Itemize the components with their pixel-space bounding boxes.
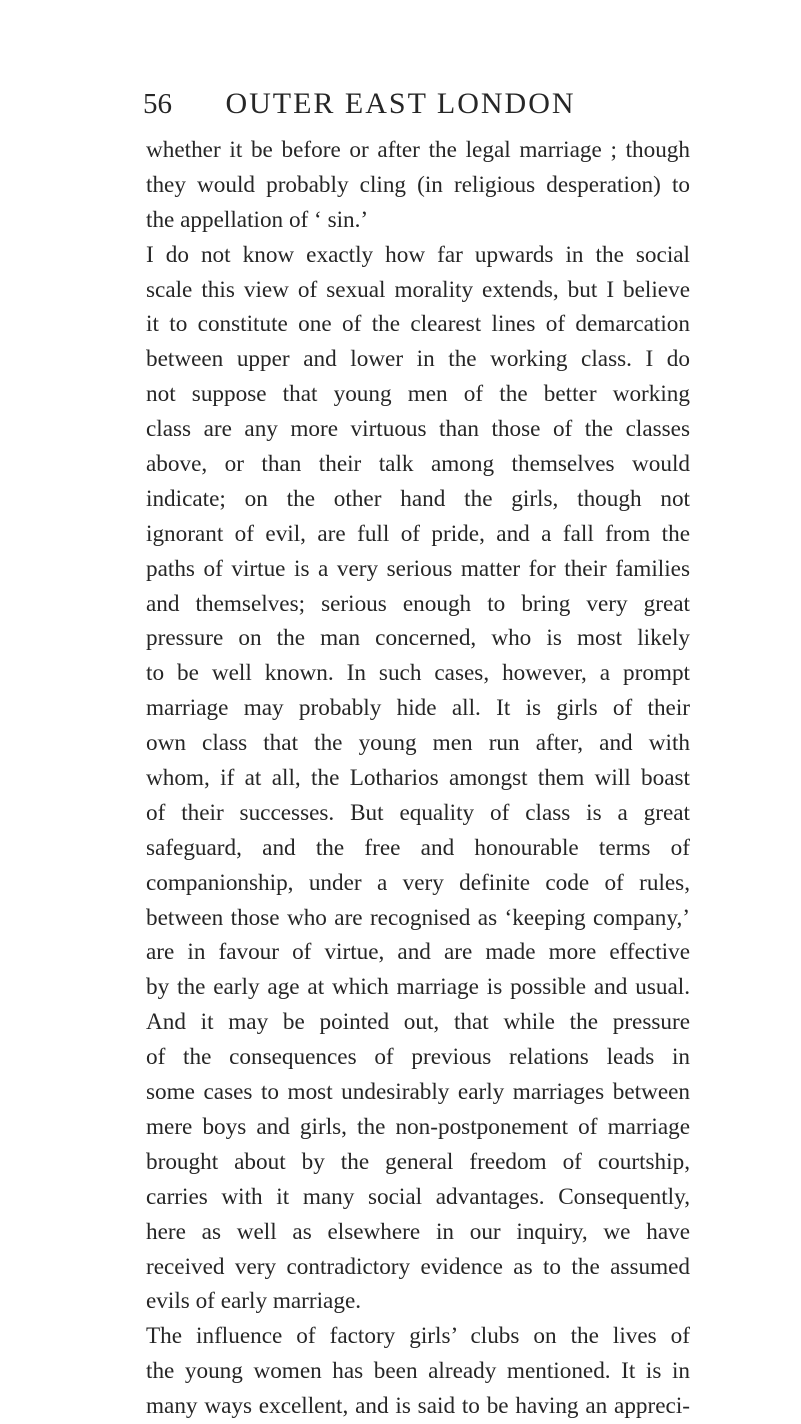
text-line: many ways excellent, and is said to be having an appreci-: [146, 1393, 690, 1420]
text-line: the young women has been already mentioned. It is in: [146, 1358, 690, 1385]
text-line: whether it be before or after the legal marriage ; though: [146, 137, 690, 163]
page-number: 56: [143, 88, 172, 120]
text-line: And it may be pointed out, that while the pressure: [146, 1009, 690, 1036]
text-line: not suppose that young men of the better working: [146, 381, 690, 408]
text-line: class are any more virtuous than those of the classes: [146, 416, 690, 443]
text-line: I do not know exactly how far upwards in the social: [146, 241, 690, 268]
text-line: mere boys and girls, the non-postponement of marriage: [146, 1113, 690, 1140]
text-line: are in favour of virtue, and are made more effective: [146, 939, 690, 966]
body-text: [146, 133, 690, 1424]
text-line: whom, if at all, the Lotharios amongst them will boast: [146, 765, 690, 792]
text-line: here as well as elsewhere in our inquiry, we have: [146, 1218, 690, 1245]
text-line: between upper and lower in the working class. I do: [146, 346, 690, 373]
text-line: own class that the young men run after, and with: [146, 730, 690, 757]
text-line: the appellation of ‘ sin.’: [146, 206, 369, 233]
text-line: The influence of factory girls’ clubs on the lives of: [146, 1323, 690, 1350]
text-line: indicate; on the other hand the girls, though not: [146, 485, 690, 512]
text-line: safeguard, and the free and honourable terms of: [146, 834, 690, 861]
text-line: between those who are recognised as ‘keeping company,’: [146, 904, 690, 931]
text-line: of their successes. But equality of class is a great: [146, 799, 690, 826]
text-line: marriage may probably hide all. It is girls of their: [146, 695, 690, 722]
text-line: pressure on the man concerned, who is most likely: [146, 625, 690, 652]
text-line: it to constitute one of the clearest lines of demarcation: [146, 311, 690, 338]
text-line: ignorant of evil, are full of pride, and a fall from the: [146, 520, 690, 547]
text-line: and themselves; serious enough to bring very great: [146, 590, 690, 617]
text-line: to be well known. In such cases, however, a prompt: [146, 660, 690, 687]
text-line: received very contradictory evidence as to the assumed: [146, 1253, 690, 1280]
text-line: evils of early marriage.: [146, 1288, 362, 1315]
text-line: some cases to most undesirably early marriages between: [146, 1079, 690, 1106]
text-line: by the early age at which marriage is possible and usual.: [146, 974, 690, 1001]
text-line: above, or than their talk among themselves would: [146, 451, 690, 478]
text-line: brought about by the general freedom of courtship,: [146, 1148, 690, 1175]
text-line: scale this view of sexual morality extends, but I believe: [146, 276, 690, 303]
text-line: of the consequences of previous relations leads in: [146, 1044, 690, 1071]
text-line: carries with it many social advantages. Consequently,: [146, 1183, 690, 1210]
text-line: companionship, under a very definite code of rules,: [146, 869, 690, 896]
running-title: OUTER EAST LONDON: [225, 87, 576, 120]
text-line: they would probably cling (in religious desperation) to: [146, 171, 690, 198]
text-line: paths of virtue is a very serious matter for their families: [146, 555, 690, 582]
